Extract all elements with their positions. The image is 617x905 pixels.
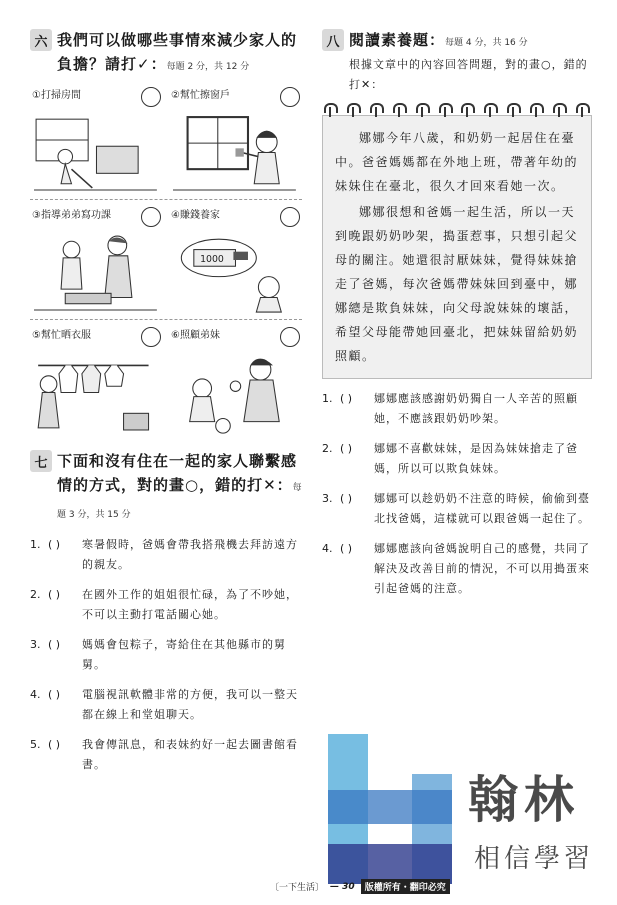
question-item: 4. ( ) 娜娜應該向爸媽說明自己的感覺，共同了解決及改善目前的情況，不可以用搗蛋來引起爸媽的注意。 (322, 539, 592, 599)
clip-icon (553, 103, 567, 113)
section-8-questions (322, 389, 592, 599)
clip-icon (507, 103, 521, 113)
picture-item-3: ③指導弟弟寫功課 (30, 207, 163, 315)
clip-icon (439, 103, 453, 113)
answer-circle[interactable] (280, 327, 300, 347)
cleaning-window-illustration (173, 115, 298, 194)
answer-blank[interactable]: ( ) (340, 392, 353, 405)
cleaning-room-illustration (34, 115, 159, 194)
answer-circle[interactable] (141, 327, 161, 347)
section-7-points: 每題 3 分，共 15 分 (57, 483, 302, 520)
picture-label: 幫忙晒衣服 (40, 330, 91, 341)
passage-paragraph: 娜娜今年八歲，和奶奶一起居住在臺中。爸爸媽媽都在外地上班，帶著年幼的妹妹住在臺北，很久才回來看她一次。 (335, 131, 579, 193)
copyright-notice: 版權所有・翻印必究 (361, 879, 450, 894)
picture-item-6: ⑥照顧弟妹 (169, 327, 302, 435)
answer-circle[interactable] (141, 87, 161, 107)
clip-icon (484, 103, 498, 113)
section-8-header (322, 28, 592, 55)
clip-icon (576, 103, 590, 113)
banknote-value: 1000 (200, 254, 224, 266)
section-8-title: 閱讀素養題：每題 4 分，共 16 分 (349, 31, 528, 49)
picture-item-4: ④賺錢養家 1000 (169, 207, 302, 315)
section-8-instruction: 根據文章中的內容回答問題，對的畫○，錯的打✕： (349, 58, 588, 91)
clip-icon (461, 103, 475, 113)
divider (30, 319, 302, 320)
question-item: 3. ( ) 娜娜可以趁奶奶不注意的時候，偷偷到臺北找爸媽，這樣就可以跟爸媽一起住了。 (322, 489, 592, 529)
earning-money-illustration (173, 235, 298, 314)
divider (30, 199, 302, 200)
picture-item-5: ⑤幫忙晒衣服 (30, 327, 163, 435)
question-item: 2. ( ) 在國外工作的姐姐很忙碌，為了不吵她，不可以主動打電話關心她。 (30, 585, 302, 625)
logo-h-icon (328, 734, 452, 884)
section-7-title: 下面和沒有住在一起的家人聯繫感情的方式，對的畫○，錯的打✕：每題 3 分，共 15 分 (57, 452, 302, 520)
answer-circle[interactable] (280, 87, 300, 107)
answer-blank[interactable]: ( ) (48, 638, 61, 651)
clip-icon (370, 103, 384, 113)
drying-clothes-illustration (34, 355, 159, 434)
section-6-badge: 六 (30, 29, 52, 51)
answer-blank[interactable]: ( ) (48, 538, 61, 551)
section-6-header (30, 28, 302, 79)
question-item: 5. ( ) 我會傳訊息，和表妹約好一起去圖書館看書。 (30, 735, 302, 775)
picture-label: 指導弟弟寫功課 (40, 210, 111, 221)
picture-label: 打掃房間 (40, 90, 81, 101)
answer-blank[interactable]: ( ) (340, 492, 353, 505)
page-number: — 30 (330, 881, 355, 892)
picture-item-1: ①打掃房間 (30, 87, 163, 195)
answer-circle[interactable] (141, 207, 161, 227)
picture-item-2: ②幫忙擦窗戶 (169, 87, 302, 195)
binder-clips (322, 103, 592, 113)
question-item: 2. ( ) 娜娜不喜歡妹妹，是因為妹妹搶走了爸媽，所以可以欺負妹妹。 (322, 439, 592, 479)
clip-icon (416, 103, 430, 113)
picture-label: 幫忙擦窗戶 (179, 90, 230, 101)
left-column (30, 28, 302, 785)
picture-grid (30, 87, 302, 435)
section-7-header (30, 449, 302, 527)
section-7-badge: 七 (30, 450, 52, 472)
picture-label: 照顧弟妹 (179, 330, 220, 341)
logo-slogan: 相信學習 (474, 844, 595, 874)
question-item: 1. ( ) 娜娜應該感謝奶奶獨自一人辛苦的照顧她，不應該跟奶奶吵架。 (322, 389, 592, 429)
answer-circle[interactable] (280, 207, 300, 227)
passage-paragraph: 娜娜很想和爸媽一起生活，所以一天到晚跟奶奶吵架，搗蛋惹事，只想引起父母的關注。她還很討厭妹妹，覺得妹妹搶走了爸媽，每次爸媽帶妹妹回到臺中，娜娜總是欺負妹妹，向父母說妹妹的壞話，希望父母能帶她回臺北，把妹妹留給奶奶照顧。 (335, 205, 579, 363)
footer-subject: 〔一下生活〕 (270, 883, 325, 893)
answer-blank[interactable]: ( ) (48, 688, 61, 701)
picture-label: 賺錢養家 (179, 210, 220, 221)
question-item: 4. ( ) 電腦視訊軟體非常的方便，我可以一整天都在線上和堂姐聊天。 (30, 685, 302, 725)
logo-name: 翰林 (468, 771, 580, 829)
clip-icon (347, 103, 361, 113)
caring-sibling-illustration (173, 355, 298, 434)
section-6-points: 每題 2 分，共 12 分 (166, 62, 250, 72)
right-column (322, 28, 592, 609)
page-footer (270, 879, 450, 894)
question-item: 3. ( ) 媽媽會包粽子，寄給住在其他縣市的舅舅。 (30, 635, 302, 675)
section-8-badge: 八 (322, 29, 344, 51)
clip-icon (324, 103, 338, 113)
section-7-questions (30, 535, 302, 775)
answer-blank[interactable]: ( ) (340, 542, 353, 555)
answer-blank[interactable]: ( ) (48, 588, 61, 601)
answer-blank[interactable]: ( ) (340, 442, 353, 455)
question-item: 1. ( ) 寒暑假時，爸媽會帶我搭飛機去拜訪遠方的親友。 (30, 535, 302, 575)
clip-icon (393, 103, 407, 113)
publisher-logo (328, 734, 608, 894)
section-6-title: 我們可以做哪些事情來減少家人的負擔？請打✓：每題 2 分，共 12 分 (57, 31, 298, 73)
answer-blank[interactable]: ( ) (48, 738, 61, 751)
clip-icon (530, 103, 544, 113)
reading-passage (322, 115, 592, 379)
tutoring-illustration (34, 235, 159, 314)
section-8-points: 每題 4 分，共 16 分 (445, 38, 528, 48)
